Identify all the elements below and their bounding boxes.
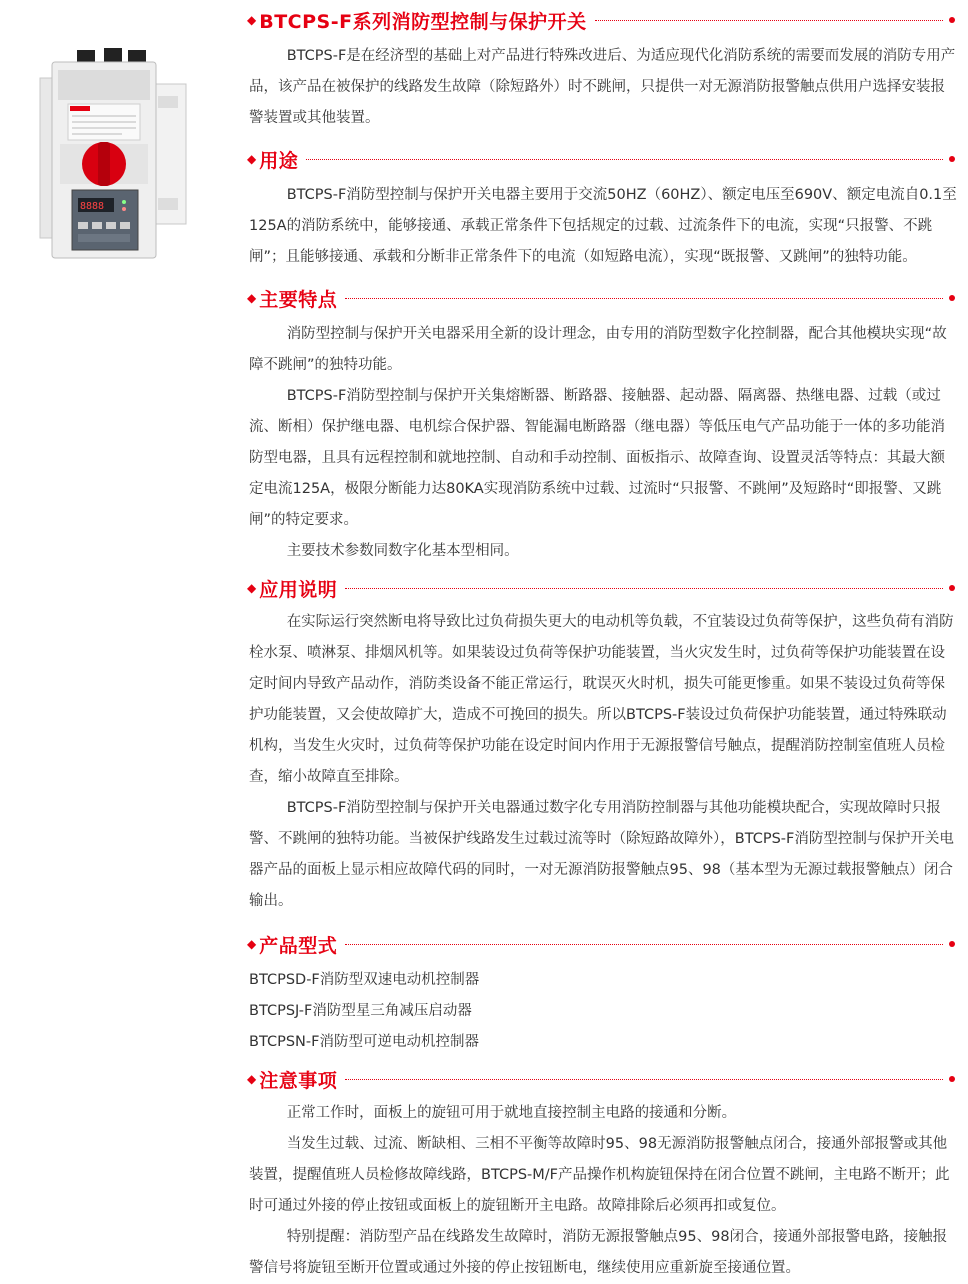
diamond-bullet-icon: ◆ [247,291,257,305]
section-title: BTCPS-F系列消防型控制与保护开关 [259,10,587,33]
product-image [32,48,202,263]
section-header [249,3,959,37]
paragraph: 正常工作时，面板上的旋钮可用于就地直接控制主电路的接通和分断。 [286,1105,737,1121]
dotted-divider [345,944,943,945]
paragraph: BTCPS-F消防型控制与保护开关电器通过数字化专用消防控制器与其他功能模块配合，实现故障时只报警、不跳闸的独特功能。当被保护线路发生过载过流等时（除短路故障外），BTCPS-F消防型控制与保护开关电器产品的面板上显示相应故障代码的同时，一对无源消防报警触点95、98（基本型为无源过载报警触点）闭合输出。 [249,800,954,909]
paragraph: BTCPS-F消防型控制与保护开关集熔断器、断路器、接触器、起动器、隔离器、热继电器、过载（或过流、断相）保护继电器、电机综合保护器、智能漏电断路器（继电器）等低压电气产品功能于一体的多功能消防型电器，且具有远程控制和就地控制、自动和手动控制、面板指示、故障查询、设置灵活等特点：其最大额定电流125A，极限分断能力达80KA实现消防系统中过载、过流时“只报警、不跳闸”及短路时“即报警、又跳闸”的特定要求。 [249,388,945,528]
dotted-divider [595,20,943,21]
section-notes [249,1062,959,1284]
paragraph: 特别提醒：消防型产品在线路发生故障时，消防无源报警触点95、98闭合，接通外部报警电路，接触报警信号将旋钮至断开位置或通过外接的停止按钮断电，继续使用应重新旋至接通位置。 [249,1229,948,1276]
section-product-types [249,927,959,1058]
content-column [249,0,959,1284]
diamond-bullet-icon: ◆ [247,1072,257,1086]
control-switch-icon [32,48,202,263]
dotted-divider [345,588,943,589]
diamond-bullet-icon: ◆ [247,581,257,595]
section-title: 主要特点 [259,288,338,311]
list-item: BTCPSD-F消防型双速电动机控制器 [249,972,480,988]
section-features [249,281,959,567]
paragraph: BTCPS-F是在经济型的基础上对产品进行特殊改进后、为适应现代化消防系统的需要而发展的消防专用产品，该产品在被保护的线路发生故障（除短路外）时不跳闸，只提供一对无源消防报警触点供用户选择安装报警装置或其他装置。 [249,48,956,126]
svg-text:8888: 8888 [80,201,105,212]
section-title: 用途 [259,149,299,172]
dotted-divider [306,159,943,160]
section-header [249,142,959,176]
section-title: 应用说明 [259,578,338,601]
dotted-divider [345,298,943,299]
section-header [249,927,959,961]
section-header [249,1062,959,1096]
section-usage [249,142,959,273]
section-application [249,571,959,917]
diamond-bullet-icon: ◆ [247,937,257,951]
section-title: 注意事项 [259,1069,338,1092]
paragraph: 在实际运行突然断电将导致比过负荷损失更大的电动机等负载，不宜装设过负荷等保护，这些负荷有消防栓水泵、喷淋泵、排烟风机等。如果装设过负荷等保护功能装置，当火灾发生时，过负荷等保护功能装置在设定时间内导致产品动作，消防类设备不能正常运行，耽误灭火时机，损失可能更惨重。如果不装设过负荷等保护功能装置，又会使故障扩大，造成不可挽回的损失。所以BTCPS-F装设过负荷保护功能装置，通过特殊联动机构，当发生火灾时，过负荷等保护功能在设定时间内作用于无源报警信号触点，提醒消防控制室值班人员检查，缩小故障直至排除。 [249,614,954,785]
end-dot-icon [949,295,955,301]
section-header [249,571,959,605]
paragraph: 当发生过载、过流、断缺相、三相不平衡等故障时95、98无源消防报警触点闭合，接通外部报警或其他装置，提醒值班人员检修故障线路，BTCPS-M/F产品操作机构旋钮保持在闭合位置不跳闸，主电路不断开；此时可通过外接的停止按钮或面板上的旋钮断开主电路。故障排除后必须再扣或复位。 [249,1136,950,1214]
paragraph: BTCPS-F消防型控制与保护开关电器主要用于交流50HZ（60HZ）、额定电压至690V、额定电流自0.1至125A的消防系统中，能够接通、承载正常条件下包括规定的过载、过流条件下的电流，实现“只报警、不跳闸”；且能够接通、承载和分断非正常条件下的电流（如短路电流），实现“既报警、又跳闸”的独特功能。 [249,187,957,265]
paragraph: 消防型控制与保护开关电器采用全新的设计理念，由专用的消防型数字化控制器，配合其他模块实现“故障不跳闸”的独特功能。 [249,326,947,373]
end-dot-icon [949,17,955,23]
dotted-divider [345,1079,943,1080]
diamond-bullet-icon: ◆ [247,152,257,166]
list-item: BTCPSN-F消防型可逆电动机控制器 [249,1034,479,1050]
end-dot-icon [949,1076,955,1082]
list-item: BTCPSJ-F消防型星三角减压启动器 [249,1003,472,1019]
diamond-bullet-icon: ◆ [247,13,257,27]
paragraph: 主要技术参数同数字化基本型相同。 [286,543,519,559]
end-dot-icon [949,156,955,162]
section-intro [249,3,959,134]
section-header [249,281,959,315]
end-dot-icon [949,941,955,947]
end-dot-icon [949,585,955,591]
section-title: 产品型式 [259,934,338,957]
